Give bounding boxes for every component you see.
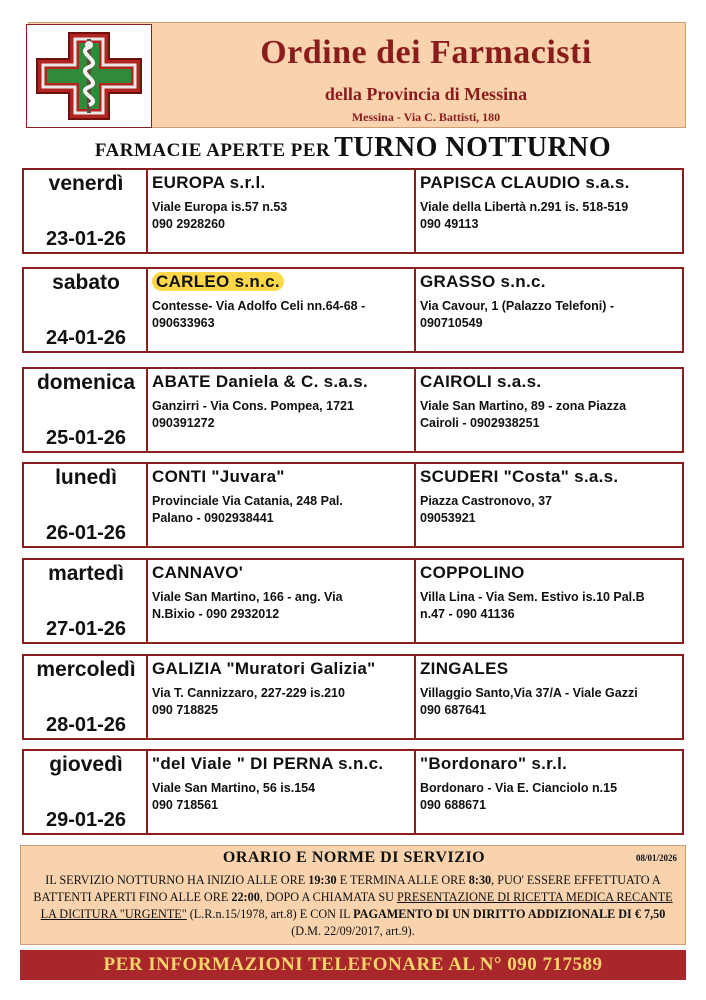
- pharmacy-name: CAIROLI s.a.s.: [420, 372, 542, 391]
- pharmacy-address: [420, 589, 678, 623]
- pharmacy-right: [416, 560, 682, 642]
- pharmacy-address: [420, 685, 678, 719]
- pharmacy-left: [148, 560, 416, 642]
- pharmacy-address-line: Viale San Martino, 89 - zona Piazza: [420, 399, 627, 413]
- day-column: [24, 369, 148, 451]
- pharmacy-address-line: Provinciale Via Catania, 248 Pal.: [152, 494, 343, 508]
- pharmacy-left: [148, 170, 416, 252]
- pharmacy-address: [152, 493, 410, 527]
- pharmacy-address: [152, 398, 410, 432]
- rules-text-part: (D.M. 22/09/2017, art.9).: [291, 924, 415, 938]
- pharmacy-phone: 09053921: [420, 511, 476, 525]
- pharmacy-phone: n.47 - 090 41136: [420, 607, 515, 621]
- pharmacy-name: EUROPA s.r.l.: [152, 173, 266, 192]
- service-rules-title: ORARIO E NORME DI SERVIZIO: [222, 849, 486, 866]
- pharmacy-address: [152, 780, 410, 814]
- day-column: [24, 170, 148, 252]
- day-block-martedi: [22, 558, 684, 644]
- day-date: 25-01-26: [45, 427, 127, 449]
- rules-text-part: , DOPO A CHIAMATA SU: [259, 890, 397, 904]
- pharmacy-address-line: Ganzirri - Via Cons. Pompea, 1721: [152, 399, 354, 413]
- pharmacy-right: [416, 464, 682, 546]
- org-address: Messina - Via C. Battisti, 180: [351, 110, 501, 124]
- pharmacy-right: [416, 269, 682, 351]
- pharmacy-phone: 090 688671: [420, 798, 487, 812]
- day-column: [24, 269, 148, 351]
- day-name: venerdì: [48, 172, 124, 195]
- pharmacy-left: [148, 656, 416, 738]
- pharmacy-phone: 090 49113: [420, 217, 479, 231]
- day-block-mercoledi: [22, 654, 684, 740]
- pharmacy-address: [152, 199, 410, 233]
- pharmacy-phone: Cairoli - 0902938251: [420, 416, 540, 430]
- org-title: Ordine dei Farmacisti: [260, 34, 592, 71]
- page-banner: [20, 132, 686, 164]
- pharmacy-name: [152, 271, 410, 293]
- day-block-domenica: [22, 367, 684, 453]
- rules-prescription-requirement: PRESENTAZIONE DI RICETTA MEDICA RECANTE LA DICITURA "URGENTE": [40, 890, 673, 921]
- pharmacy-name: PAPISCA CLAUDIO s.a.s.: [420, 173, 630, 192]
- rules-text-part: , PUO' ESSERE EFFETTUATO A BATTENTI APERTI FINO ALLE ORE: [33, 873, 661, 904]
- pharmacy-address: [152, 685, 410, 719]
- day-block-giovedi: [22, 749, 684, 835]
- day-column: [24, 751, 148, 833]
- rules-text-part: (L.R.n.15/1978, art.8) E CON IL: [186, 907, 354, 921]
- pharmacy-name: "del Viale " DI PERNA s.n.c.: [152, 754, 384, 773]
- day-date: 24-01-26: [45, 327, 127, 349]
- pharmacy-name: ABATE Daniela & C. s.a.s.: [152, 372, 368, 391]
- day-date: 28-01-26: [45, 714, 127, 736]
- day-date: 26-01-26: [45, 522, 127, 544]
- pharmacy-address-line: Contesse- Via Adolfo Celi nn.64-68 -: [152, 299, 366, 313]
- pharmacy-name: GALIZIA "Muratori Galizia": [152, 659, 376, 678]
- pharmacy-phone: 090 718825: [152, 703, 219, 717]
- pharmacy-phone: 090391272: [152, 416, 215, 430]
- pharmacy-address-line: Viale della Libertà n.291 is. 518-519: [420, 200, 629, 214]
- pharmacy-right: [416, 656, 682, 738]
- service-rules-text: [29, 872, 677, 940]
- pharmacy-address-line: Villa Lina - Via Sem. Estivo is.10 Pal.B: [420, 590, 645, 604]
- day-column: [24, 656, 148, 738]
- pharmacy-phone: 090710549: [420, 316, 483, 330]
- pharmacy-address: [420, 493, 678, 527]
- pharmacy-left: [148, 369, 416, 451]
- rules-start-time: 19:30: [308, 873, 337, 887]
- pharmacy-phone: N.Bixio - 090 2932012: [152, 607, 280, 621]
- day-date: 29-01-26: [45, 809, 127, 831]
- day-name: sabato: [52, 271, 120, 294]
- pharmacy-phone: 090633963: [152, 316, 215, 330]
- pharmacy-phone: 090 718561: [152, 798, 219, 812]
- pharmacy-address: [420, 398, 678, 432]
- pharmacy-address: [152, 589, 410, 623]
- pharmacy-address-line: Viale San Martino, 166 - ang. Via: [152, 590, 343, 604]
- banner-prefix: FARMACIE APERTE PER: [94, 140, 331, 161]
- pharmacy-name: ZINGALES: [420, 659, 509, 678]
- day-name: mercoledì: [36, 658, 136, 681]
- rules-text-part: E TERMINA ALLE ORE: [336, 873, 469, 887]
- pharmacy-address-line: Viale Europa is.57 n.53: [152, 200, 288, 214]
- pharmacy-name: CONTI "Juvara": [152, 467, 285, 486]
- day-date: 23-01-26: [45, 228, 127, 250]
- banner-title: TURNO NOTTURNO: [334, 132, 612, 163]
- day-date: 27-01-26: [45, 618, 127, 640]
- rules-end-time: 8:30: [468, 873, 492, 887]
- pharmacy-address-line: Via T. Cannizzaro, 227-229 is.210: [152, 686, 345, 700]
- pharmacy-name: GRASSO s.n.c.: [420, 272, 546, 291]
- pharmacy-left: [148, 269, 416, 351]
- notice-date: 08/01/2026: [635, 853, 677, 863]
- pharmacy-name: "Bordonaro" s.r.l.: [420, 754, 568, 773]
- pharmacy-right: [416, 170, 682, 252]
- day-name: domenica: [36, 371, 136, 394]
- pharmacy-name: CANNAVO': [152, 563, 244, 582]
- rules-text-part: IL SERVIZIO NOTTURNO HA INIZIO ALLE ORE: [45, 873, 309, 887]
- pharmacy-phone: Palano - 0902938441: [152, 511, 274, 525]
- pharmacy-address-line: Piazza Castronovo, 37: [420, 494, 552, 508]
- rules-additional-fee: PAGAMENTO DI UN DIRITTO ADDIZIONALE DI € 7,50: [353, 907, 666, 921]
- pharmacy-address-line: Viale San Martino, 56 is.154: [152, 781, 316, 795]
- pharmacy-phone: 090 2928260: [152, 217, 225, 231]
- pharmacy-address: [420, 780, 678, 814]
- pharmacy-cross-logo: [26, 24, 152, 128]
- highlighted-pharmacy-name: CARLEO s.n.c.: [152, 272, 284, 291]
- pharmacy-name: COPPOLINO: [420, 563, 525, 582]
- day-block-sabato: [22, 267, 684, 353]
- day-name: lunedì: [55, 466, 117, 489]
- pharmacy-address-line: Bordonaro - Via E. Cianciolo n.15: [420, 781, 618, 795]
- day-name: martedì: [48, 562, 124, 585]
- day-column: [24, 464, 148, 546]
- day-block-venerdi: [22, 168, 684, 254]
- pharmacy-phone: 090 687641: [420, 703, 487, 717]
- pharmacy-left: [148, 464, 416, 546]
- pharmacy-left: [148, 751, 416, 833]
- day-name: giovedì: [49, 753, 123, 776]
- pharmacy-right: [416, 369, 682, 451]
- day-column: [24, 560, 148, 642]
- org-subtitle: della Provincia di Messina: [324, 84, 528, 104]
- pharmacy-address: [152, 298, 410, 332]
- pharmacy-address-line: Villaggio Santo,Via 37/A - Viale Gazzi: [420, 686, 638, 700]
- caduceus-cross-icon: [27, 25, 151, 127]
- service-rules-panel: [20, 845, 686, 945]
- rules-open-until-time: 22:00: [231, 890, 260, 904]
- info-phone-banner: PER INFORMAZIONI TELEFONARE AL N° 090 717589: [20, 950, 686, 980]
- pharmacy-address: [420, 298, 678, 332]
- pharmacy-address-line: Via Cavour, 1 (Palazzo Telefoni) -: [420, 299, 615, 313]
- pharmacy-name: SCUDERI "Costa" s.a.s.: [420, 467, 619, 486]
- day-block-lunedi: [22, 462, 684, 548]
- pharmacy-address: [420, 199, 678, 233]
- pharmacy-right: [416, 751, 682, 833]
